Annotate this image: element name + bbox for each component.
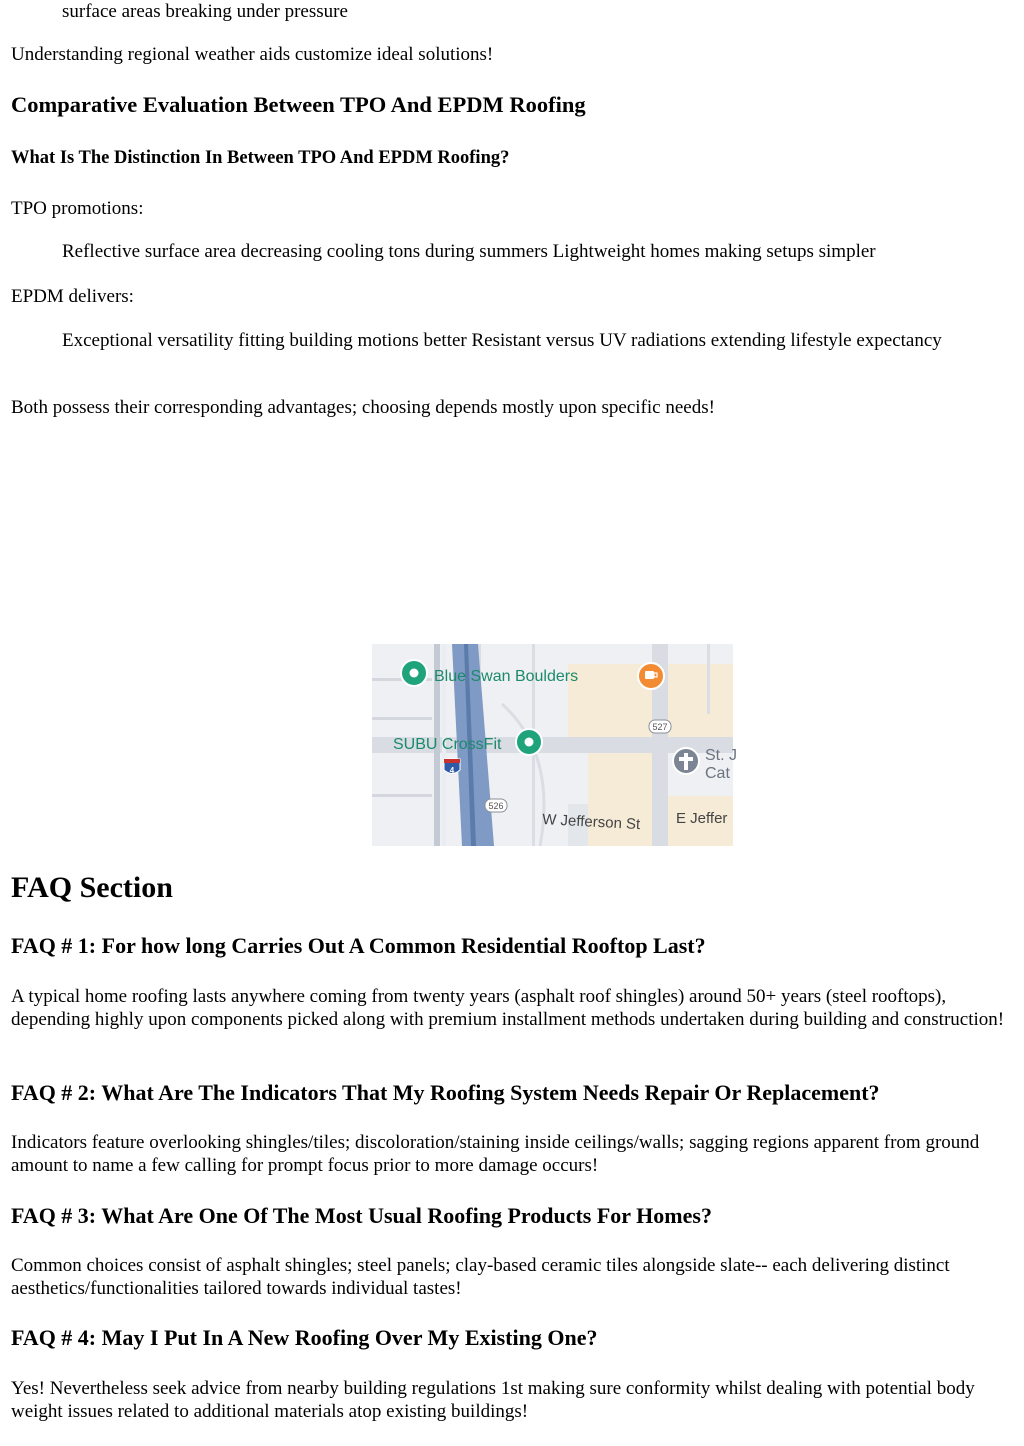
svg-text:527: 527 — [652, 722, 668, 732]
map-pin-icon — [516, 729, 542, 755]
list-item: surface areas breaking under pressure — [62, 1, 348, 22]
epdm-points: Exceptional versatility fitting building motions better Resistant versus UV radiations extending lifestyle expectancy — [62, 330, 942, 351]
place-label-cat: Cat — [705, 765, 730, 782]
street-label-w-jefferson: W Jefferson St — [541, 811, 641, 834]
comparison-heading: Comparative Evaluation Between TPO And EPDM Roofing — [11, 92, 586, 117]
map-image[interactable] — [372, 644, 738, 846]
comparison-subheading: What Is The Distinction In Between TPO And EPDM Roofing? — [11, 148, 510, 168]
cross-icon — [673, 748, 699, 774]
faq-answer: A typical home roofing lasts anywhere coming from twenty years (asphalt roof shingles) around 50+ years (steel rooftops), depending highly upon components picked along with premium installment methods undertaken during building and construction! — [11, 986, 1005, 1030]
place-label-blue-swan: Blue Swan Boulders — [434, 668, 579, 685]
street-label-e-jefferson: E Jeffer — [676, 810, 728, 827]
svg-text:526: 526 — [488, 801, 504, 811]
route-badge-526 — [485, 799, 507, 812]
intro-paragraph: Understanding regional weather aids customize ideal solutions! — [11, 44, 494, 65]
map-pin-icon — [401, 660, 427, 686]
faq-title: FAQ Section — [11, 871, 173, 904]
tpo-points: Reflective surface area decreasing cooling tons during summers Lightweight homes making setups simpler — [62, 241, 876, 262]
faq-question: FAQ # 1: For how long Carries Out A Common Residential Rooftop Last? — [11, 933, 706, 958]
route-badge-527 — [649, 720, 671, 733]
coffee-cup-icon — [638, 663, 664, 689]
svg-text:4: 4 — [449, 766, 455, 775]
comparison-conclusion: Both possess their corresponding advantages; choosing depends mostly upon specific needs! — [11, 397, 715, 418]
faq-question: FAQ # 2: What Are The Indicators That My Roofing System Needs Repair Or Replacement? — [11, 1080, 880, 1105]
place-label-subu: SUBU CrossFit — [393, 736, 502, 753]
place-label-st-j: St. J — [705, 747, 738, 764]
faq-answer: Yes! Nevertheless seek advice from nearby building regulations 1st making sure conformity whilst dealing with potential body weight issues related to additional materials atop existing buildings! — [11, 1378, 975, 1422]
faq-question: FAQ # 4: May I Put In A New Roofing Over My Existing One? — [11, 1325, 598, 1350]
epdm-label: EPDM delivers: — [11, 286, 134, 307]
faq-answer: Indicators feature overlooking shingles/tiles; discoloration/staining inside ceilings/walls; sagging regions apparent from ground amount to name a few calling for prompt focus prior to more damage occurs! — [11, 1132, 980, 1176]
faq-answer: Common choices consist of asphalt shingles; steel panels; clay-based ceramic tiles alongside slate-- each delivering distinct aesthetics/functionalities tailored towards individual tastes! — [11, 1255, 950, 1299]
faq-question: FAQ # 3: What Are One Of The Most Usual Roofing Products For Homes? — [11, 1203, 712, 1228]
tpo-label: TPO promotions: — [11, 198, 144, 219]
